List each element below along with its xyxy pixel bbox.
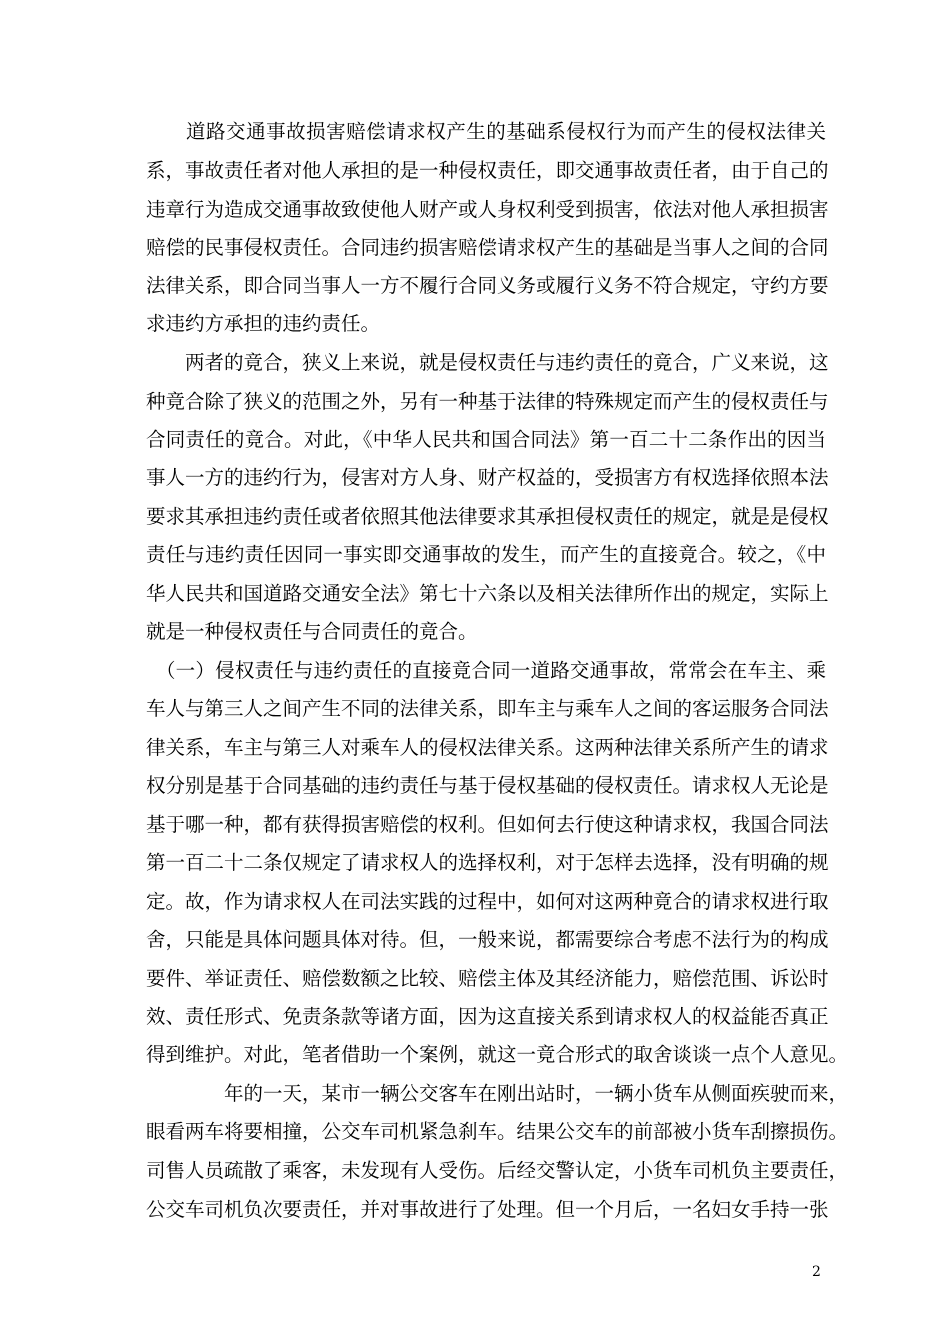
paragraph-line: 种竟合除了狭义的范围之外，另有一种基于法律的特殊规定而产生的侵权责任与 (146, 390, 829, 413)
page-number: 2 (812, 1264, 821, 1280)
paragraph-line: （一）侵权责任与违约责任的直接竟合同一道路交通事故，常常会在车主、乘 (146, 659, 826, 682)
paragraph-line: 公交车司机负次要责任，并对事故进行了处理。但一个月后，一名妇女手持一张 (146, 1198, 829, 1221)
paragraph-line: 舍，只能是具体问题具体对待。但，一般来说，都需要综合考虑不法行为的构成 (146, 928, 829, 951)
paragraph-line: 道路交通事故损害赔偿请求权产生的基础系侵权行为而产生的侵权法律关 (146, 120, 826, 143)
paragraph-line: 年的一天，某市一辆公交客车在刚出站时，一辆小货车从侧面疾驶而来， (146, 1082, 849, 1105)
paragraph-line: 得到维护。对此，笔者借助一个案例，就这一竟合形式的取舍谈谈一点个人意见。 (146, 1043, 849, 1066)
paragraph-line: 法律关系，即合同当事人一方不履行合同义务或履行义务不符合规定，守约方要 (146, 274, 829, 297)
paragraph-line: 两者的竟合，狭义上来说，就是侵权责任与违约责任的竟合，广义来说，这 (146, 351, 829, 374)
paragraph-line: 定。故，作为请求权人在司法实践的过程中，如何对这两种竟合的请求权进行取 (146, 890, 829, 913)
paragraph-line: 要件、举证责任、赔偿数额之比较、赔偿主体及其经济能力，赔偿范围、诉讼时 (146, 967, 829, 990)
paragraph-line: 责任与违约责任因同一事实即交通事故的发生，而产生的直接竟合。较之，《中 (146, 543, 826, 566)
paragraph-line: 眼看两车将要相撞，公交车司机紧急刹车。结果公交车的前部被小货车刮擦损伤。 (146, 1120, 849, 1143)
paragraph-line: 要求其承担违约责任或者依照其他法律要求其承担侵权责任的规定，就是是侵权 (146, 505, 829, 528)
paragraph-line: 违章行为造成交通事故致使他人财产或人身权利受到损害，依法对他人承担损害 (146, 198, 829, 221)
paragraph-line: 赔偿的民事侵权责任。合同违约损害赔偿请求权产生的基础是当事人之间的合同 (146, 236, 829, 259)
paragraph-line: 效、责任形式、免责条款等诸方面，因为这直接关系到请求权人的权益能否真正 (146, 1005, 829, 1028)
paragraph-line: 权分别是基于合同基础的违约责任与基于侵权基础的侵权责任。请求权人无论是 (146, 774, 829, 797)
paragraph-line: 律关系，车主与第三人对乘车人的侵权法律关系。这两种法律关系所产生的请求 (146, 736, 829, 759)
paragraph-line: 华人民共和国道路交通安全法》第七十六条以及相关法律所作出的规定，实际上 (146, 582, 829, 605)
paragraph-line: 第一百二十二条仅规定了请求权人的选择权利，对于怎样去选择，没有明确的规 (146, 851, 829, 874)
paragraph-line: 求违约方承担的违约责任。 (146, 312, 381, 335)
paragraph-line: 合同责任的竟合。对此，《中华人民共和国合同法》第一百二十二条作出的因当 (146, 428, 826, 451)
paragraph-line: 就是一种侵权责任与合同责任的竟合。 (146, 620, 478, 643)
paragraph-line: 事人一方的违约行为，侵害对方人身、财产权益的，受损害方有权选择依照本法 (146, 466, 829, 489)
paragraph-line: 系，事故责任者对他人承担的是一种侵权责任，即交通事故责任者，由于自己的 (146, 159, 829, 182)
paragraph-line: 司售人员疏散了乘客，未发现有人受伤。后经交警认定，小货车司机负主要责任， (146, 1159, 849, 1182)
paragraph-line: 基于哪一种，都有获得损害赔偿的权利。但如何去行使这种请求权，我国合同法 (146, 813, 829, 836)
paragraph-line: 车人与第三人之间产生不同的法律关系，即车主与乘车人之间的客运服务合同法 (146, 697, 829, 720)
